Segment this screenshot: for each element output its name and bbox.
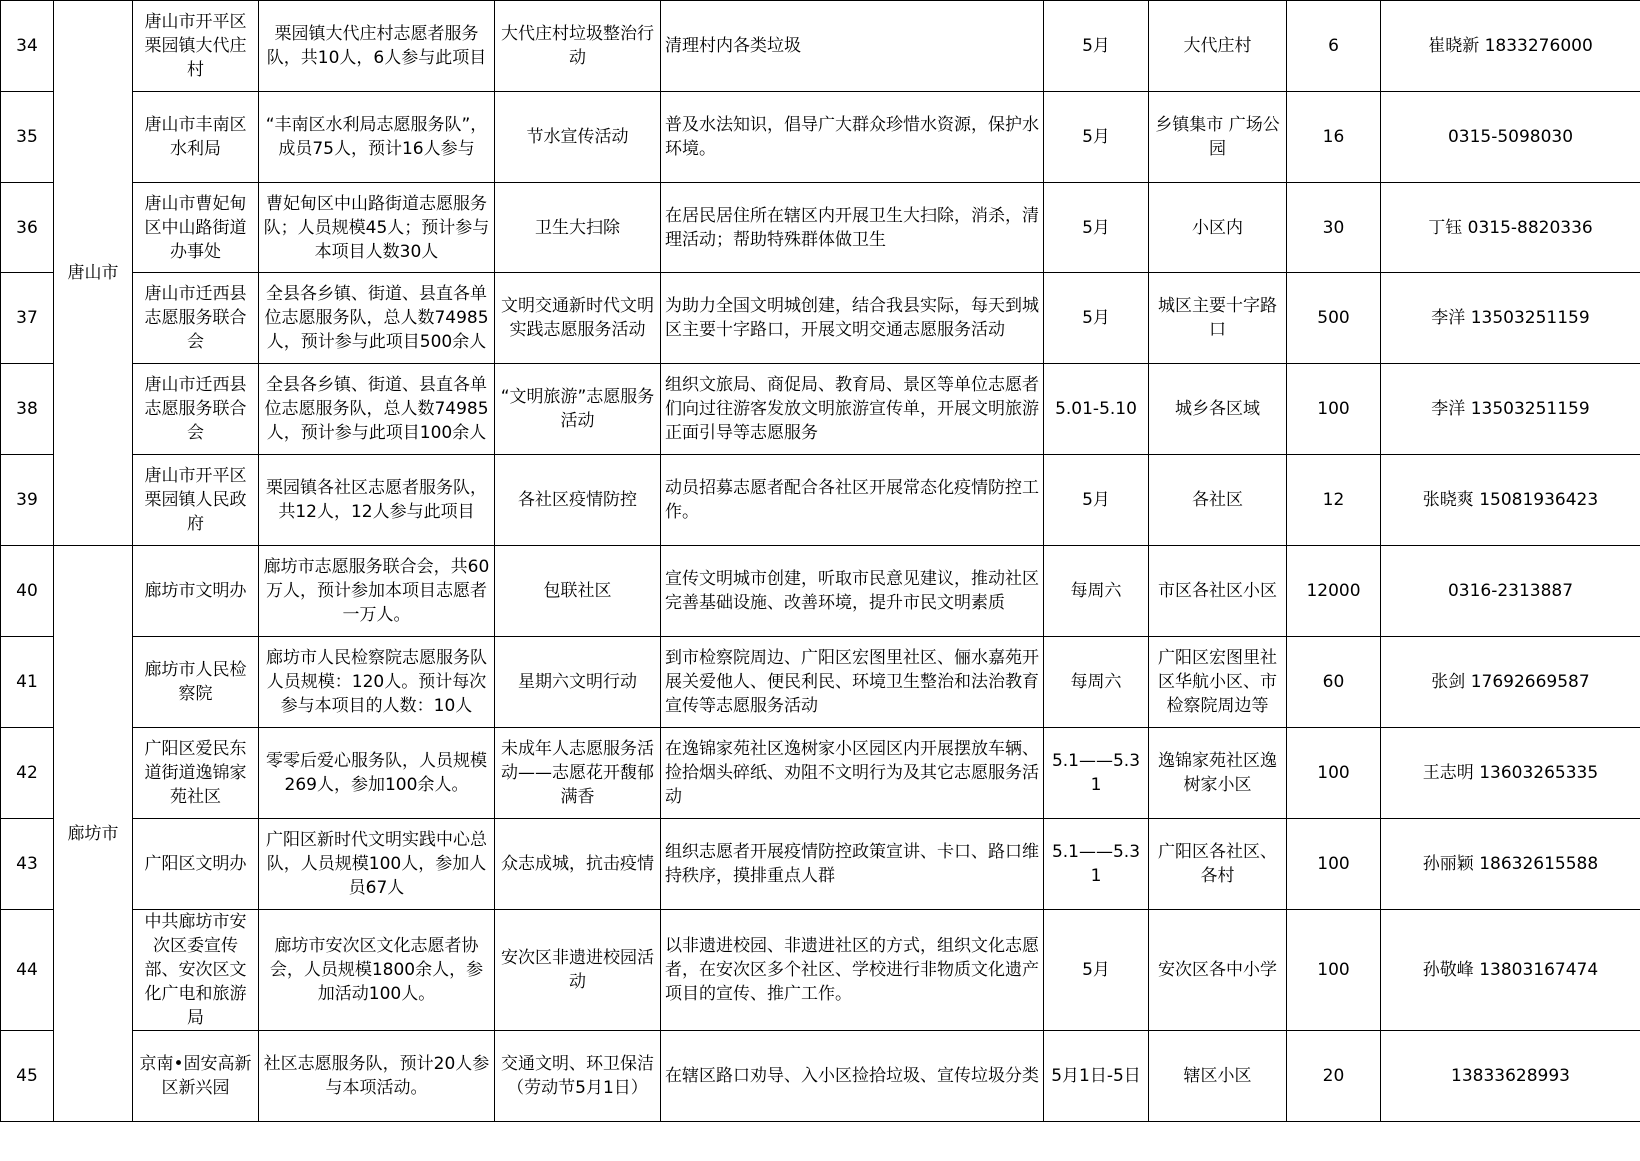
volunteer-team-cell: 曹妃甸区中山路街道志愿服务队；人员规模45人；预计参与本项目人数30人 [259, 183, 495, 273]
participant-count-cell: 16 [1287, 92, 1381, 183]
organizer-cell: 广阳区爱民东道街道逸锦家苑社区 [133, 728, 259, 819]
table-row [1, 637, 1640, 728]
table-row [1, 1031, 1640, 1122]
contact-cell: 0316-2313887 [1381, 546, 1640, 637]
place-cell: 市区各社区小区 [1149, 546, 1287, 637]
place-cell: 辖区小区 [1149, 1031, 1287, 1122]
row-number-cell: 41 [1, 637, 54, 728]
row-number-cell: 35 [1, 92, 54, 183]
participant-count-cell: 100 [1287, 819, 1381, 910]
project-name-cell: 星期六文明行动 [495, 637, 661, 728]
organizer-cell: 唐山市开平区栗园镇人民政府 [133, 455, 259, 546]
organizer-cell: 唐山市丰南区水利局 [133, 92, 259, 183]
place-cell: 安次区各中小学 [1149, 910, 1287, 1031]
participant-count-cell: 60 [1287, 637, 1381, 728]
time-cell: 5.1——5.31 [1044, 728, 1149, 819]
row-number-cell: 42 [1, 728, 54, 819]
organizer-cell: 广阳区文明办 [133, 819, 259, 910]
volunteer-team-cell: 全县各乡镇、街道、县直各单位志愿服务队，总人数74985人，预计参与此项目500余人 [259, 273, 495, 364]
contact-cell: 0315-5098030 [1381, 92, 1640, 183]
activity-content-cell: 到市检察院周边、广阳区宏图里社区、俪水嘉苑开展关爱他人、便民利民、环境卫生整治和法治教育宣传等志愿服务活动 [661, 637, 1044, 728]
row-number-cell: 38 [1, 364, 54, 455]
project-name-cell: “文明旅游”志愿服务活动 [495, 364, 661, 455]
time-cell: 5月 [1044, 183, 1149, 273]
organizer-cell: 廊坊市人民检察院 [133, 637, 259, 728]
table-row [1, 819, 1640, 910]
row-number-cell: 43 [1, 819, 54, 910]
activity-content-cell: 在辖区路口劝导、入小区捡拾垃圾、宣传垃圾分类 [661, 1031, 1044, 1122]
time-cell: 每周六 [1044, 546, 1149, 637]
time-cell: 5月 [1044, 910, 1149, 1031]
contact-cell: 13833628993 [1381, 1031, 1640, 1122]
table-body [1, 1, 1640, 1122]
contact-cell: 张晓爽 15081936423 [1381, 455, 1640, 546]
table-row [1, 910, 1640, 1031]
time-cell: 5.01-5.10 [1044, 364, 1149, 455]
project-name-cell: 卫生大扫除 [495, 183, 661, 273]
activity-content-cell: 在逸锦家苑社区逸树家小区园区内开展摆放车辆、捡拾烟头碎纸、劝阻不文明行为及其它志愿服务活动 [661, 728, 1044, 819]
contact-cell: 孙敬峰 13803167474 [1381, 910, 1640, 1031]
table-row [1, 546, 1640, 637]
activity-content-cell: 宣传文明城市创建，听取市民意见建议，推动社区完善基础设施、改善环境，提升市民文明素质 [661, 546, 1044, 637]
row-number-cell: 37 [1, 273, 54, 364]
activity-content-cell: 以非遗进校园、非遗进社区的方式，组织文化志愿者，在安次区多个社区、学校进行非物质文化遗产项目的宣传、推广工作。 [661, 910, 1044, 1031]
volunteer-team-cell: 廊坊市志愿服务联合会，共60万人，预计参加本项目志愿者一万人。 [259, 546, 495, 637]
project-name-cell: 安次区非遗进校园活动 [495, 910, 661, 1031]
activity-content-cell: 组织志愿者开展疫情防控政策宣讲、卡口、路口维持秩序，摸排重点人群 [661, 819, 1044, 910]
table-row [1, 273, 1640, 364]
contact-cell: 孙丽颖 18632615588 [1381, 819, 1640, 910]
participant-count-cell: 30 [1287, 183, 1381, 273]
row-number-cell: 45 [1, 1031, 54, 1122]
table-row [1, 455, 1640, 546]
participant-count-cell: 100 [1287, 728, 1381, 819]
organizer-cell: 唐山市开平区栗园镇大代庄村 [133, 1, 259, 92]
organizer-cell: 唐山市迁西县志愿服务联合会 [133, 273, 259, 364]
table-row [1, 728, 1640, 819]
place-cell: 城区主要十字路口 [1149, 273, 1287, 364]
table-row [1, 1, 1640, 92]
place-cell: 大代庄村 [1149, 1, 1287, 92]
volunteer-team-cell: 廊坊市人民检察院志愿服务队人员规模：120人。预计每次参与本项目的人数：10人 [259, 637, 495, 728]
activity-content-cell: 在居民居住所在辖区内开展卫生大扫除，消杀，清理活动；帮助特殊群体做卫生 [661, 183, 1044, 273]
project-name-cell: 包联社区 [495, 546, 661, 637]
row-number-cell: 40 [1, 546, 54, 637]
place-cell: 逸锦家苑社区逸树家小区 [1149, 728, 1287, 819]
volunteer-team-cell: 栗园镇大代庄村志愿者服务队，共10人，6人参与此项目 [259, 1, 495, 92]
project-name-cell: 众志成城，抗击疫情 [495, 819, 661, 910]
participant-count-cell: 20 [1287, 1031, 1381, 1122]
contact-cell: 王志明 13603265335 [1381, 728, 1640, 819]
contact-cell: 崔晓新 1833276000 [1381, 1, 1640, 92]
activity-content-cell: 普及水法知识，倡导广大群众珍惜水资源，保护水环境。 [661, 92, 1044, 183]
project-name-cell: 文明交通新时代文明实践志愿服务活动 [495, 273, 661, 364]
contact-cell: 李洋 13503251159 [1381, 273, 1640, 364]
table-row [1, 92, 1640, 183]
row-number-cell: 39 [1, 455, 54, 546]
project-name-cell: 各社区疫情防控 [495, 455, 661, 546]
volunteer-team-cell: 零零后爱心服务队，人员规模269人，参加100余人。 [259, 728, 495, 819]
place-cell: 小区内 [1149, 183, 1287, 273]
contact-cell: 李洋 13503251159 [1381, 364, 1640, 455]
time-cell: 每周六 [1044, 637, 1149, 728]
organizer-cell: 廊坊市文明办 [133, 546, 259, 637]
row-number-cell: 34 [1, 1, 54, 92]
row-number-cell: 36 [1, 183, 54, 273]
contact-cell: 张剑 17692669587 [1381, 637, 1640, 728]
project-name-cell: 节水宣传活动 [495, 92, 661, 183]
volunteer-team-cell: 廊坊市安次区文化志愿者协会，人员规模1800余人，参加活动100人。 [259, 910, 495, 1031]
table-row [1, 183, 1640, 273]
city-cell: 唐山市 [54, 1, 133, 546]
volunteer-team-cell: 社区志愿服务队，预计20人参与本项活动。 [259, 1031, 495, 1122]
organizer-cell: 唐山市曹妃甸区中山路街道办事处 [133, 183, 259, 273]
participant-count-cell: 500 [1287, 273, 1381, 364]
time-cell: 5月 [1044, 273, 1149, 364]
volunteer-team-cell: 栗园镇各社区志愿者服务队，共12人，12人参与此项目 [259, 455, 495, 546]
row-number-cell: 44 [1, 910, 54, 1031]
time-cell: 5月1日-5日 [1044, 1031, 1149, 1122]
time-cell: 5.1——5.31 [1044, 819, 1149, 910]
activity-content-cell: 为助力全国文明城创建，结合我县实际，每天到城区主要十字路口，开展文明交通志愿服务活动 [661, 273, 1044, 364]
contact-cell: 丁钰 0315-8820336 [1381, 183, 1640, 273]
project-name-cell: 大代庄村垃圾整治行动 [495, 1, 661, 92]
place-cell: 城乡各区域 [1149, 364, 1287, 455]
volunteer-team-cell: 广阳区新时代文明实践中心总队，人员规模100人，参加人员67人 [259, 819, 495, 910]
place-cell: 广阳区各社区、各村 [1149, 819, 1287, 910]
participant-count-cell: 12000 [1287, 546, 1381, 637]
participant-count-cell: 12 [1287, 455, 1381, 546]
participant-count-cell: 100 [1287, 910, 1381, 1031]
organizer-cell: 京南•固安高新区新兴园 [133, 1031, 259, 1122]
participant-count-cell: 6 [1287, 1, 1381, 92]
organizer-cell: 唐山市迁西县志愿服务联合会 [133, 364, 259, 455]
volunteer-team-cell: “丰南区水利局志愿服务队”，成员75人，预计16人参与 [259, 92, 495, 183]
time-cell: 5月 [1044, 455, 1149, 546]
organizer-cell: 中共廊坊市安次区委宣传部、安次区文化广电和旅游局 [133, 910, 259, 1031]
activity-content-cell: 组织文旅局、商促局、教育局、景区等单位志愿者们向过往游客发放文明旅游宣传单，开展文明旅游正面引导等志愿服务 [661, 364, 1044, 455]
place-cell: 广阳区宏图里社区华航小区、市检察院周边等 [1149, 637, 1287, 728]
time-cell: 5月 [1044, 92, 1149, 183]
city-cell: 廊坊市 [54, 546, 133, 1122]
participant-count-cell: 100 [1287, 364, 1381, 455]
place-cell: 乡镇集市 广场公园 [1149, 92, 1287, 183]
activity-content-cell: 清理村内各类垃圾 [661, 1, 1044, 92]
volunteer-team-cell: 全县各乡镇、街道、县直各单位志愿服务队，总人数74985人，预计参与此项目100余人 [259, 364, 495, 455]
project-name-cell: 未成年人志愿服务活动——志愿花开馥郁满香 [495, 728, 661, 819]
activity-content-cell: 动员招募志愿者配合各社区开展常态化疫情防控工作。 [661, 455, 1044, 546]
place-cell: 各社区 [1149, 455, 1287, 546]
project-name-cell: 交通文明、环卫保洁（劳动节5月1日） [495, 1031, 661, 1122]
time-cell: 5月 [1044, 1, 1149, 92]
table-row [1, 364, 1640, 455]
